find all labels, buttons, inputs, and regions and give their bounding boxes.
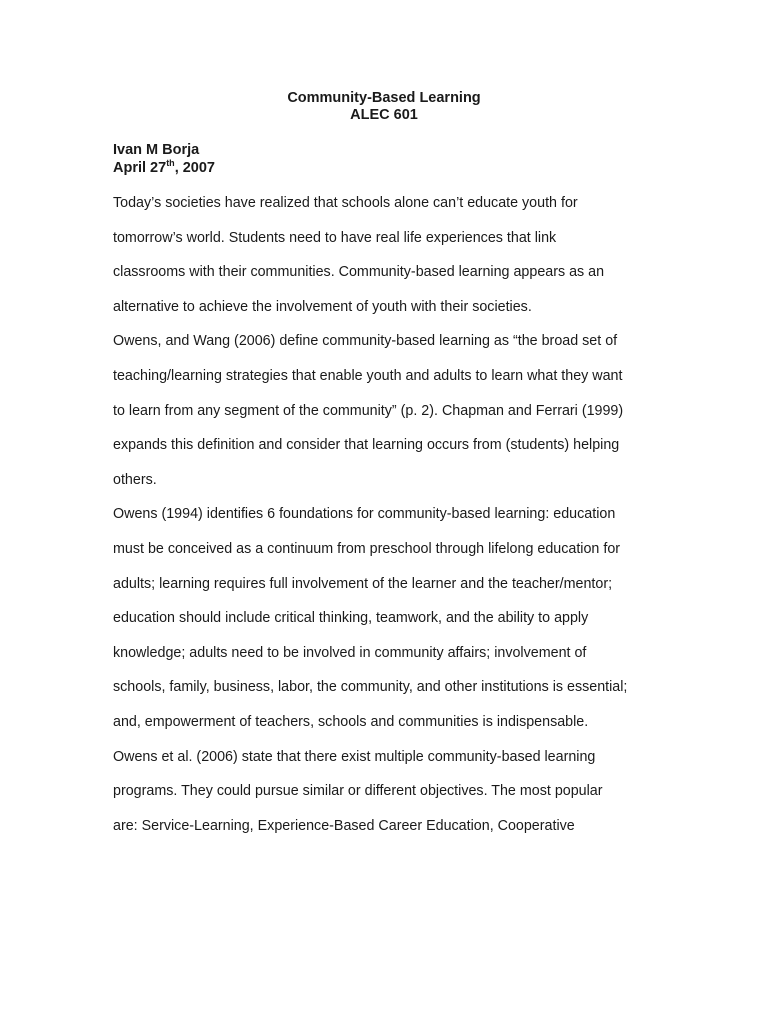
text-line: to learn from any segment of the community” (p. 2). Chapman and Ferrari (1999) (113, 402, 624, 419)
body-text (113, 190, 673, 847)
text-line: Owens et al. (2006) state that there exist multiple community-based learning (113, 748, 596, 765)
text-line: education should include critical thinking, teamwork, and the ability to apply (113, 610, 589, 627)
date-year: , 2007 (174, 160, 216, 176)
author-block (113, 141, 215, 177)
course-code: ALEC 601 (350, 107, 418, 123)
text-line: teaching/learning strategies that enable youth and adults to learn what they want (113, 367, 623, 384)
document-title: Community-Based Learning (287, 90, 481, 106)
text-line: schools, family, business, labor, the community, and other institutions is essential; (113, 679, 628, 696)
text-line: adults; learning requires full involvement of the learner and the teacher/mentor; (113, 575, 613, 592)
text-line: expands this definition and consider that learning occurs from (students) helping (113, 437, 620, 454)
text-line: alternative to achieve the involvement of youth with their societies. (113, 298, 532, 315)
date-month-day: April 27 (113, 160, 167, 176)
author-name: Ivan M Borja (113, 142, 200, 158)
text-line: must be conceived as a continuum from preschool through lifelong education for (113, 540, 621, 557)
date-ordinal-suffix: th (166, 158, 175, 169)
text-line: programs. They could pursue similar or different objectives. The most popular (113, 783, 603, 800)
text-line: knowledge; adults need to be involved in community affairs; involvement of (113, 644, 587, 661)
text-line: tomorrow’s world. Students need to have real life experiences that link (113, 229, 557, 246)
text-line: Owens (1994) identifies 6 foundations for community-based learning: education (113, 506, 616, 523)
title-block (0, 90, 768, 124)
text-line: Owens, and Wang (2006) define community-based learning as “the broad set of (113, 333, 618, 350)
text-line: are: Service-Learning, Experience-Based Career Education, Cooperative (113, 817, 575, 834)
text-line: classrooms with their communities. Community-based learning appears as an (113, 264, 605, 281)
text-line: Today’s societies have realized that schools alone can’t educate youth for (113, 195, 578, 211)
document-date (113, 159, 215, 177)
text-line: and, empowerment of teachers, schools and communities is indispensable. (113, 713, 589, 730)
text-line: others. (113, 471, 157, 488)
